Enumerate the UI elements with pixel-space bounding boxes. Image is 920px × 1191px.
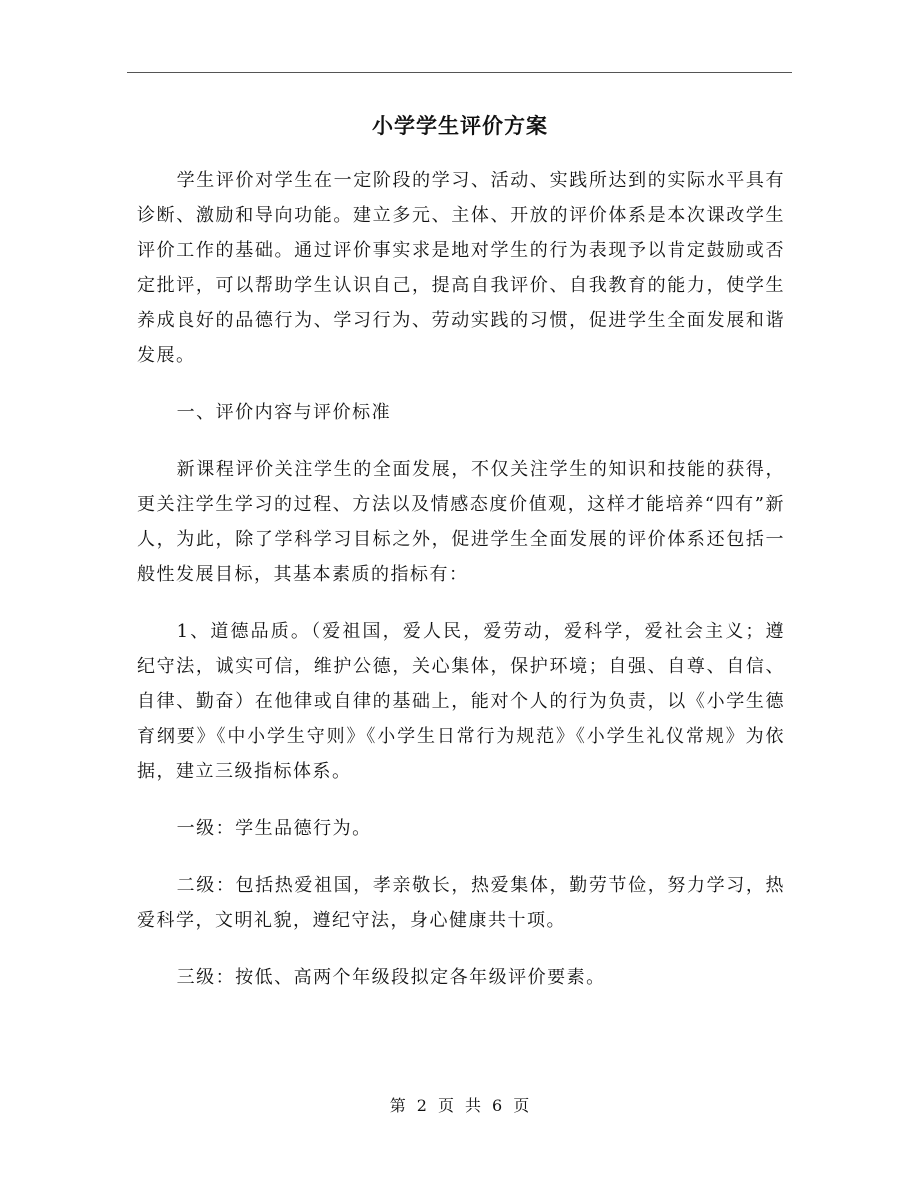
paragraph-moral-quality: 1、道德品质。（爱祖国，爱人民，爱劳动，爱科学，爱社会主义；遵纪守法，诚实可信，维护公德，关心集体，保护环境；自强、自尊、自信、自律、勤奋）在他律或自律的基础上，能对个人的行为负责，以《小学生德育纲要》《中小学生守则》《小学生日常行为规范》《小学生礼仪常规》为依据，建立三级指标体系。 [137, 621, 785, 782]
paragraph-intro: 学生评价对学生在一定阶段的学习、活动、实践所达到的实际水平具有诊断、激励和导向功能。建立多元、主体、开放的评价体系是本次课改学生评价工作的基础。通过评价事实求是地对学生的行为表现予以肯定鼓励或否定批评，可以帮助学生认识自己，提高自我评价、自我教育的能力，使学生养成良好的品德行为、学习行为、劳动实践的习惯，促进学生全面发展和谐发展。 [137, 170, 785, 366]
header-rule [127, 72, 792, 73]
page-number-footer [0, 1093, 920, 1119]
section-heading: 一、评价内容与评价标准 [176, 402, 392, 423]
page-label-mid2: 共 [465, 1096, 483, 1115]
paragraph-evaluation-focus: 新课程评价关注学生的全面发展，不仅关注学生的知识和技能的获得，更关注学生学习的过程、方法以及情感态度价值观，这样才能培养“四有”新人，为此，除了学科学习目标之外，促进学生全面发展的评价体系还包括一般性发展目标，其基本素质的指标有： [137, 459, 785, 585]
document-title: 小学学生评价方案 [372, 113, 548, 138]
page-label-prefix: 第 [389, 1096, 407, 1115]
page-label-suffix: 页 [513, 1096, 531, 1115]
current-page-number: 2 [416, 1096, 428, 1115]
document-body [137, 163, 785, 995]
page-label-mid1: 页 [437, 1096, 455, 1115]
paragraph-level-three: 三级：按低、高两个年级段拟定各年级评价要素。 [176, 967, 606, 988]
total-pages-number: 6 [492, 1096, 504, 1115]
paragraph-level-two: 二级：包括热爱祖国，孝亲敬长，热爱集体，勤劳节俭，努力学习，热爱科学，文明礼貌，遵纪守法，身心健康共十项。 [137, 875, 785, 931]
paragraph-level-one: 一级：学生品德行为。 [176, 818, 372, 839]
